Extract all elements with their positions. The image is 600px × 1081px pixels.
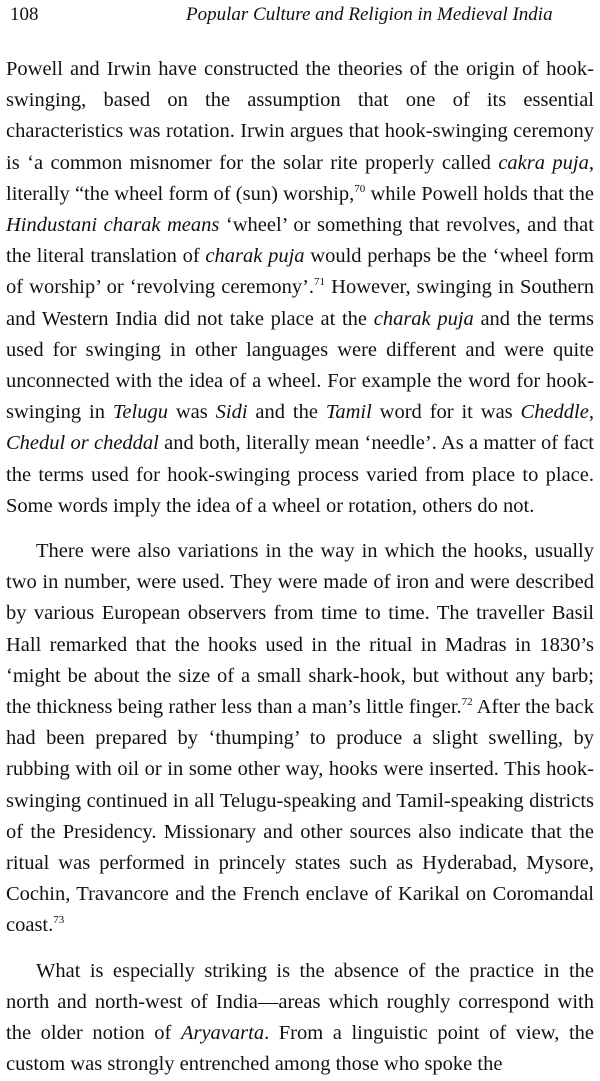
text-run: What is especially striking is the absence of the practice in the north and north-west of India—areas which roughly correspond with the older notion of <box>6 959 594 1045</box>
text-run: and both, literally mean ‘needle’. As a matter of fact the terms used for hook-swinging process varied from place to place. Some words imply the idea of a wheel or rotation, others do not. <box>6 432 594 517</box>
text-run: and the <box>247 401 326 424</box>
italic-term: cakra puja <box>498 151 589 174</box>
text-run: . From a linguistic point of view, the custom was strongly entrenched among those who spoke the <box>6 1022 594 1076</box>
text-run: Powell and Irwin have constructed the theories of the origin of hook-swinging, based on the assumption that one of its essential characteristics was rotation. Irwin argues that hook-swinging ceremony is ‘a common misnomer for the solar rite properly called <box>6 58 594 174</box>
text-run: would perhaps be the ‘wheel form of worship’ or ‘revolving ceremony’. <box>6 245 594 299</box>
italic-term: Tamil <box>325 401 372 424</box>
running-title: Popular Culture and Religion in Medieval India <box>186 4 553 25</box>
paragraph-3 <box>6 956 594 1081</box>
footnote-ref: 72 <box>461 696 473 709</box>
page-header <box>6 0 594 34</box>
italic-term: Aryavarta <box>180 1022 265 1045</box>
footnote-ref: 71 <box>314 276 326 289</box>
text-run: ‘wheel’ or something that revolves, and that the literal translation of <box>6 214 594 268</box>
text-run: After the back had been prepared by ‘thumping’ to produce a slight swelling, by rubbing with oil or in some other way, hooks were inserted. This hook-swinging continued in all Telugu-speaking and Tamil-speaking districts of the Presidency. Missionary and other sources also indicate that the ritual was performed in princely states such as Hyderabad, Mysore, Cochin, Travancore and the French enclave of Karikal on Coromandal coast. <box>6 696 594 937</box>
page-number: 108 <box>10 4 39 25</box>
text-run: was <box>167 401 216 424</box>
text-run: However, swinging in Southern and Western India did not take place at the <box>6 276 594 330</box>
text-run: word for it was <box>371 401 521 424</box>
footnote-ref: 70 <box>354 182 366 195</box>
text-run: while Powell holds that the <box>365 182 594 205</box>
italic-term: Cheddle, Chedul or cheddal <box>6 401 594 455</box>
text-run: There were also variations in the way in which the hooks, usually two in number, were used. They were made of iron and were described by various European observers from time to time. The traveller Basil Hall remarked that the hooks used in the ritual in Madras in 1830’s ‘might be about the size of a small shark-hook, but without any barb; the thickness being rather less than a man’s little finger. <box>6 540 594 719</box>
paragraph-1 <box>6 54 594 522</box>
footnote-ref: 73 <box>53 914 65 927</box>
italic-term: Sidi <box>215 401 248 424</box>
body-text <box>6 54 594 1081</box>
italic-term: charak puja <box>373 307 474 330</box>
italic-term: charak puja <box>205 245 305 268</box>
text-run: and the terms used for swinging in other languages were different and were quite unconnected with the idea of a wheel. For example the word for hook-swinging in <box>6 307 594 424</box>
paragraph-2 <box>6 536 594 942</box>
italic-term: Hindustani charak means <box>6 214 220 237</box>
text-run: , literally “the wheel form of (sun) worship, <box>6 151 595 205</box>
italic-term: Telugu <box>112 401 168 424</box>
